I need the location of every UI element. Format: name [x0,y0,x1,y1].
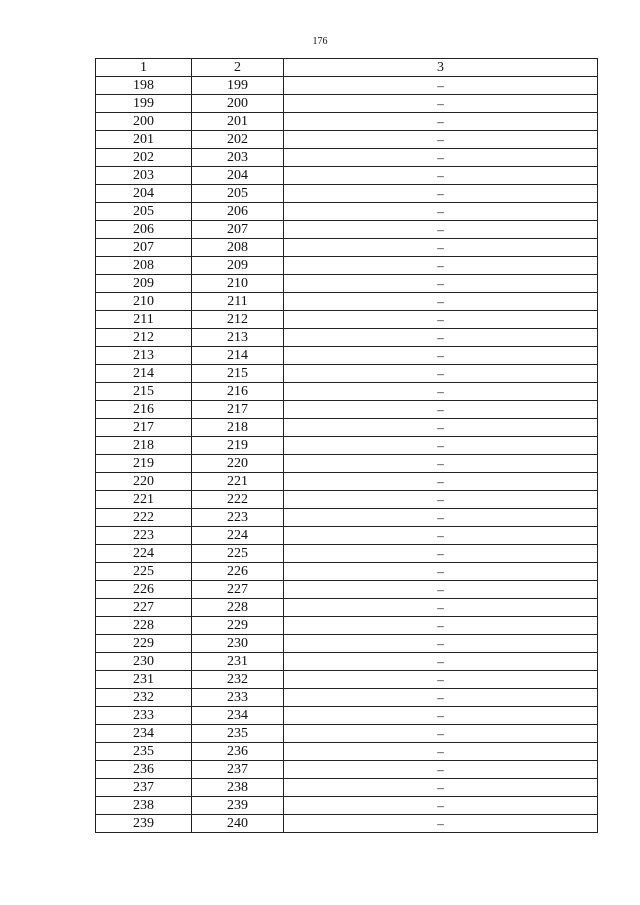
data-table [95,58,598,833]
table-cell-col1: 204 [96,185,192,203]
table-cell-col2: 235 [192,725,284,743]
table-cell-col3: – [284,779,598,797]
table-cell-col3: – [284,203,598,221]
table-row [96,221,598,239]
table-cell-col3: – [284,383,598,401]
table-cell-col2: 220 [192,455,284,473]
table-cell-col1: 233 [96,707,192,725]
table-cell-col3: – [284,689,598,707]
table-cell-col3: – [284,131,598,149]
table-cell-col3: – [284,545,598,563]
table-cell-col3: – [284,707,598,725]
table-cell-col3: – [284,671,598,689]
table-cell-col1: 221 [96,491,192,509]
table-cell-col2: 206 [192,203,284,221]
table-cell-col1: 203 [96,167,192,185]
table-cell-col1: 217 [96,419,192,437]
table-cell-col1: 205 [96,203,192,221]
table-cell-col2: 239 [192,797,284,815]
table-row [96,743,598,761]
table-cell-col2: 212 [192,311,284,329]
table-cell-col3: – [284,365,598,383]
table-cell-col3: – [284,239,598,257]
table-cell-col2: 228 [192,599,284,617]
table-body [96,77,598,833]
table-cell-col2: 237 [192,761,284,779]
table-cell-col2: 227 [192,581,284,599]
table-cell-col2: 238 [192,779,284,797]
table-cell-col1: 201 [96,131,192,149]
table-cell-col1: 213 [96,347,192,365]
table-cell-col2: 205 [192,185,284,203]
table-cell-col2: 230 [192,635,284,653]
table-cell-col1: 238 [96,797,192,815]
table-cell-col1: 220 [96,473,192,491]
table-row [96,779,598,797]
table-cell-col2: 229 [192,617,284,635]
table-cell-col1: 202 [96,149,192,167]
table-cell-col3: – [284,743,598,761]
table-cell-col2: 226 [192,563,284,581]
table-row [96,77,598,95]
table-cell-col3: – [284,797,598,815]
table-row [96,239,598,257]
table-cell-col1: 232 [96,689,192,707]
table-cell-col1: 214 [96,365,192,383]
table-cell-col1: 200 [96,113,192,131]
table-cell-col2: 225 [192,545,284,563]
table-cell-col3: – [284,617,598,635]
table-row [96,365,598,383]
table-cell-col1: 212 [96,329,192,347]
table-cell-col3: – [284,149,598,167]
table-cell-col3: – [284,275,598,293]
table-cell-col1: 219 [96,455,192,473]
table-cell-col1: 199 [96,95,192,113]
table-row [96,257,598,275]
table-cell-col1: 235 [96,743,192,761]
table-cell-col3: – [284,95,598,113]
table-cell-col2: 208 [192,239,284,257]
table-cell-col1: 222 [96,509,192,527]
table-cell-col2: 202 [192,131,284,149]
table-cell-col1: 231 [96,671,192,689]
table-cell-col2: 213 [192,329,284,347]
table-row [96,167,598,185]
table-cell-col1: 237 [96,779,192,797]
table-cell-col2: 209 [192,257,284,275]
table-cell-col1: 216 [96,401,192,419]
table-cell-col2: 215 [192,365,284,383]
table-cell-col2: 211 [192,293,284,311]
table-cell-col3: – [284,167,598,185]
table-row [96,185,598,203]
table-row [96,437,598,455]
table-cell-col3: – [284,293,598,311]
table-row [96,455,598,473]
table-row [96,347,598,365]
table-cell-col3: – [284,815,598,833]
table-row [96,725,598,743]
table-cell-col3: – [284,77,598,95]
table-cell-col2: 236 [192,743,284,761]
table-cell-col3: – [284,761,598,779]
table-row [96,599,598,617]
table-cell-col1: 229 [96,635,192,653]
table-cell-col1: 227 [96,599,192,617]
table-cell-col2: 232 [192,671,284,689]
table-row [96,293,598,311]
table-row [96,545,598,563]
table-row [96,311,598,329]
table-cell-col3: – [284,491,598,509]
table-cell-col2: 233 [192,689,284,707]
table-row [96,383,598,401]
table-row [96,689,598,707]
table-cell-col3: – [284,653,598,671]
table-cell-col1: 224 [96,545,192,563]
table-cell-col3: – [284,509,598,527]
table-cell-col3: – [284,185,598,203]
table-row [96,617,598,635]
table-cell-col2: 204 [192,167,284,185]
table-cell-col3: – [284,437,598,455]
table-row [96,329,598,347]
table-row [96,761,598,779]
table-cell-col2: 217 [192,401,284,419]
table-cell-col1: 206 [96,221,192,239]
table-cell-col3: – [284,455,598,473]
header-row [96,59,598,77]
table-row [96,581,598,599]
table-row [96,419,598,437]
table-cell-col3: – [284,419,598,437]
table-cell-col1: 239 [96,815,192,833]
page-number: 176 [312,36,328,47]
table-cell-col1: 210 [96,293,192,311]
table-cell-col1: 226 [96,581,192,599]
table-cell-col2: 216 [192,383,284,401]
table-cell-col3: – [284,401,598,419]
table-cell-col2: 199 [192,77,284,95]
table-cell-col1: 223 [96,527,192,545]
table-cell-col2: 214 [192,347,284,365]
table-row [96,509,598,527]
table-cell-col2: 224 [192,527,284,545]
table-cell-col1: 236 [96,761,192,779]
header-cell-col3: 3 [284,59,598,77]
table-cell-col2: 222 [192,491,284,509]
table-cell-col3: – [284,329,598,347]
table-cell-col3: – [284,347,598,365]
table-cell-col1: 215 [96,383,192,401]
table-row [96,275,598,293]
table-cell-col3: – [284,725,598,743]
table-row [96,95,598,113]
table-row [96,707,598,725]
table-cell-col2: 240 [192,815,284,833]
table-row [96,527,598,545]
table-cell-col3: – [284,311,598,329]
table-cell-col3: – [284,599,598,617]
table-cell-col3: – [284,527,598,545]
table-row [96,563,598,581]
table-cell-col1: 218 [96,437,192,455]
table-cell-col2: 210 [192,275,284,293]
table-cell-col2: 234 [192,707,284,725]
table-row [96,671,598,689]
table-cell-col2: 221 [192,473,284,491]
table-cell-col2: 219 [192,437,284,455]
table-cell-col1: 225 [96,563,192,581]
table-cell-col2: 207 [192,221,284,239]
table-cell-col2: 200 [192,95,284,113]
table-cell-col1: 230 [96,653,192,671]
table-row [96,113,598,131]
header-cell-col1: 1 [96,59,192,77]
header-cell-col2: 2 [192,59,284,77]
table-cell-col2: 203 [192,149,284,167]
table-row [96,203,598,221]
table-cell-col1: 198 [96,77,192,95]
table-cell-col3: – [284,221,598,239]
table-row [96,131,598,149]
table-row [96,401,598,419]
table-row [96,635,598,653]
table-cell-col3: – [284,473,598,491]
table-cell-col1: 209 [96,275,192,293]
table-cell-col3: – [284,113,598,131]
table-row [96,815,598,833]
table-cell-col1: 228 [96,617,192,635]
table-cell-col3: – [284,563,598,581]
table-row [96,797,598,815]
table-cell-col2: 218 [192,419,284,437]
table-row [96,149,598,167]
table-cell-col3: – [284,581,598,599]
table-cell-col1: 234 [96,725,192,743]
table-header [96,59,598,77]
table-cell-col2: 231 [192,653,284,671]
table-row [96,653,598,671]
table-cell-col1: 211 [96,311,192,329]
table-row [96,473,598,491]
table-cell-col3: – [284,635,598,653]
table-cell-col1: 207 [96,239,192,257]
table-cell-col1: 208 [96,257,192,275]
table-cell-col3: – [284,257,598,275]
table-row [96,491,598,509]
table-cell-col2: 223 [192,509,284,527]
table-cell-col2: 201 [192,113,284,131]
